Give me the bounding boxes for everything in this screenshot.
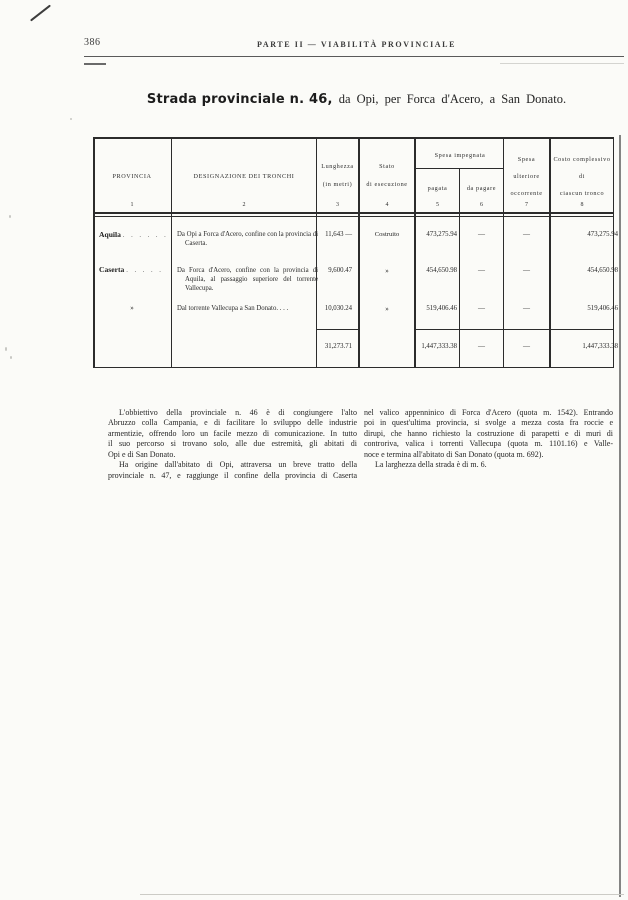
row2-provincia <box>99 265 163 275</box>
row2-da-pagare: — <box>478 266 485 274</box>
row1-da-pagare: — <box>478 230 485 238</box>
page-title <box>93 90 620 108</box>
page-number-rule <box>84 63 106 65</box>
dot-leaders: . . . . . <box>126 267 164 274</box>
header-costo-1: Costo complessivo <box>553 156 611 163</box>
body-text-line: Opi e di San Donato. <box>108 449 176 459</box>
row3-designazione: Dal torrente Vallecupa a San Donato. . . . <box>177 305 289 312</box>
total-costo: 1,447,333.38 <box>582 343 618 350</box>
row1-provincia <box>99 230 168 240</box>
total-rule-spese <box>414 329 614 330</box>
header-costo-2: di <box>578 173 585 180</box>
page-title-route: da Opi, per Forca d'Acero, a San Donato. <box>332 92 567 106</box>
colnum-6: 6 <box>480 202 483 208</box>
body-text-line: La larghezza della strada è di m. 6. <box>375 460 487 470</box>
body-text-line: L'obbiettivo della provinciale n. 46 è di congiungere l'alto <box>119 408 357 417</box>
colnum-2: 2 <box>242 202 246 208</box>
row2-ulteriore: — <box>523 266 530 274</box>
body-text-line: nel valico appenninico di Forca d'Acero (quota m. 1542). Entrando <box>364 408 613 417</box>
header-costo-3: ciascun tronco <box>559 190 605 197</box>
header-pagata: pagata <box>427 185 448 192</box>
body-text-line: dirupi, che hanno richiesto la costruzione di parapetti e di muri di <box>364 428 613 438</box>
row3-da-pagare: — <box>478 304 485 312</box>
total-da-pagare: — <box>478 342 485 350</box>
row1-designazione: Da Opi a Forca d'Acero, confine con la provincia di Caserta. <box>177 231 318 247</box>
colnum-7: 7 <box>525 202 528 208</box>
col-divider-3 <box>358 137 360 368</box>
header-provincia: PROVINCIA <box>112 173 152 180</box>
total-ulteriore: — <box>523 342 530 350</box>
road-sections-table <box>93 137 628 368</box>
dot-leaders: . . . . . . <box>122 232 169 239</box>
row3-provincia: » <box>130 304 134 312</box>
scan-speck <box>5 347 7 351</box>
body-text-line: armentizie, offrendo loro un facile mezzo di comunicazione. In tutto <box>108 428 357 438</box>
body-text-line: Ha origine dall'abitato di Opi, attraversa un breve tratto della <box>119 460 357 470</box>
header-ulteriore-3: occorrente <box>510 190 543 197</box>
header-da-pagare: da pagare <box>466 185 497 192</box>
provincia-name: Aquila <box>99 230 121 239</box>
body-text-line: noce e termina all'abitato di San Donato (quota m. 692). <box>364 449 544 459</box>
row2-lunghezza: 9,600.47 <box>328 267 352 274</box>
row2-stato: » <box>385 267 389 275</box>
row1-pagata: 473,275.94 <box>426 231 457 238</box>
header-lunghezza-2: (in metri) <box>322 181 353 188</box>
scan-speck <box>10 356 12 359</box>
total-rule-lunghezza <box>316 329 359 330</box>
row1-costo: 473,275.94 <box>587 231 618 238</box>
header-designazione: DESIGNAZIONE DEI TRONCHI <box>193 173 295 180</box>
scan-speck <box>9 215 11 218</box>
col-divider-4 <box>414 137 416 368</box>
header-spesa-impegnata: Spesa impegnata <box>434 152 486 159</box>
body-text-line: controriva, valica i torrenti Vallecupa (quota m. 1101.16) e Valle- <box>364 439 613 449</box>
header-ulteriore-2: ulteriore <box>513 173 540 180</box>
col-divider-1 <box>171 137 172 368</box>
row3-lunghezza: 10,030.24 <box>324 305 352 312</box>
table-border-right <box>613 137 615 368</box>
page-title-road-number: Strada provinciale n. 46, <box>146 92 333 107</box>
row3-costo: 519,406.46 <box>587 305 618 312</box>
header-lunghezza-1: Lunghezza <box>321 163 354 170</box>
row3-pagata: 519,406.46 <box>426 305 457 312</box>
colnum-1: 1 <box>130 202 134 208</box>
body-text-line: il suo percorso si trovano solo, alle due estremità, gli abitati di <box>108 439 357 449</box>
page-bottom-line <box>140 894 624 895</box>
table-border-left <box>93 137 95 368</box>
col-divider-7 <box>549 137 551 368</box>
colnum-5: 5 <box>436 202 439 208</box>
body-text-line: Abruzzo colla Campania, e di facilitare lo sviluppo delle industrie <box>108 418 357 428</box>
pen-mark <box>30 5 51 22</box>
colnum-4: 4 <box>385 202 389 208</box>
row2-costo: 454,650.98 <box>587 267 618 274</box>
body-text-line: poi in quest'ultima provincia, si svolge a mezza costa fra roccie e <box>364 418 613 428</box>
col-divider-6 <box>503 137 504 368</box>
header-stato-2: di esecuzione <box>366 181 408 188</box>
provincia-name: Caserta <box>99 265 125 274</box>
row1-lunghezza: 11,643 — <box>325 231 352 238</box>
running-header: PARTE II — VIABILITÀ PROVINCIALE <box>256 40 457 49</box>
header-rule <box>84 56 624 57</box>
row1-ulteriore: — <box>523 230 530 238</box>
colnum-8: 8 <box>580 202 584 208</box>
header-stato-1: Stato <box>379 163 395 170</box>
body-text-line: provinciale n. 47, e raggiunge il confine della provincia di Caserta <box>108 470 357 480</box>
page-number: 386 <box>84 37 101 48</box>
total-lunghezza: 31,273.71 <box>324 343 352 350</box>
row1-stato: Costruito <box>374 231 400 238</box>
header-ulteriore-1: Spesa <box>517 156 536 163</box>
scan-speck <box>70 118 72 120</box>
total-pagata: 1,447,333.38 <box>421 343 457 350</box>
row2-pagata: 454,650.98 <box>426 267 457 274</box>
row3-ulteriore: — <box>523 304 530 312</box>
body-text-left-column <box>108 408 357 481</box>
body-text-right-column <box>364 408 613 471</box>
col-divider-2 <box>316 137 317 368</box>
colnum-3: 3 <box>336 202 339 208</box>
header-rule-faint <box>500 63 624 64</box>
row2-designazione: Da Forca d'Acero, confine con la provincia di Aquila, al passaggio superiore del torrente Vallecupa. <box>177 267 318 292</box>
row3-stato: » <box>385 305 389 313</box>
